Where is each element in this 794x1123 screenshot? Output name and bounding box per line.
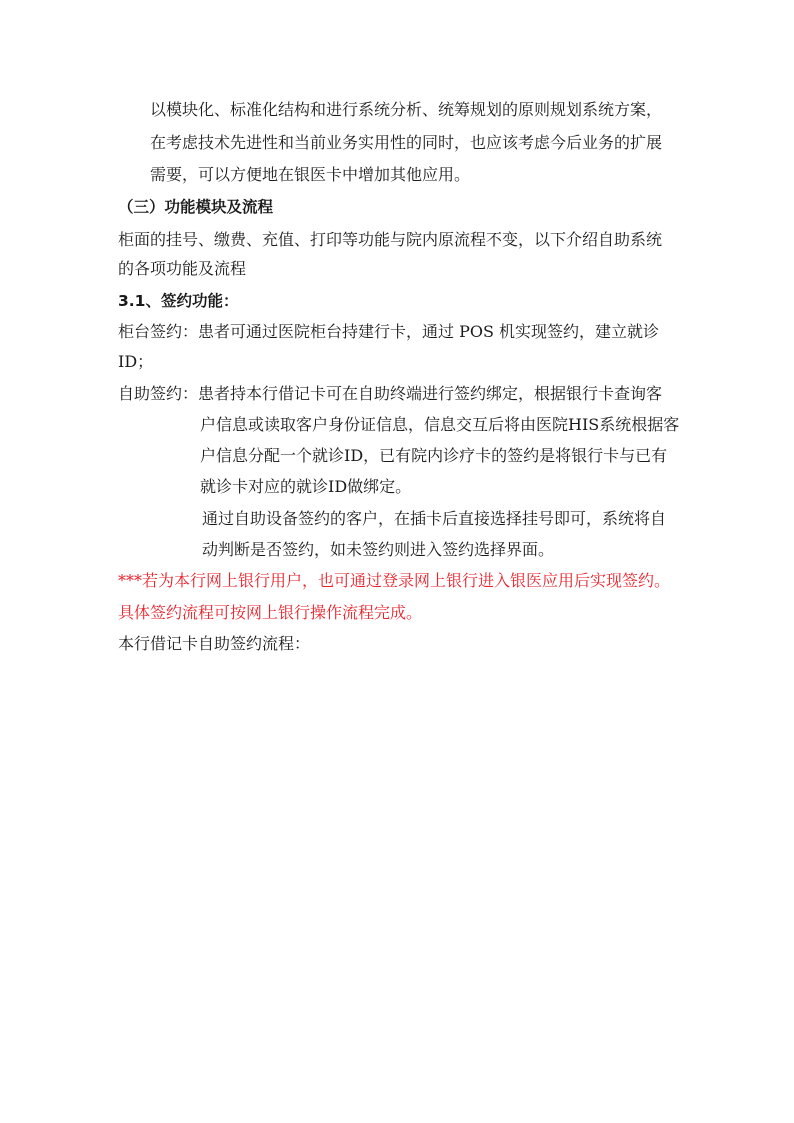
- self-signing-line-1: 自助签约：患者持本行借记卡可在自助终端进行签约绑定，根据银行卡查询客: [118, 384, 663, 403]
- counter-signing-line-2: ID；: [118, 352, 154, 371]
- intro-line-2: 在考虑技术先进性和当前业务实用性的同时，也应该考虑今后业务的扩展: [150, 133, 663, 152]
- device-signing-line-1: 通过自助设备签约的客户，在插卡后直接选择挂号即可，系统将自: [202, 509, 667, 528]
- section-paragraph-line-1: 柜面的挂号、缴费、充值、打印等功能与院内原流程不变，以下介绍自助系统: [118, 230, 663, 249]
- subsection-heading: 3.1、签约功能：: [118, 292, 239, 310]
- flow-label: 本行借记卡自助签约流程：: [118, 634, 311, 653]
- section-heading: （三）功能模块及流程: [118, 198, 274, 216]
- device-signing-line-2: 动判断是否签约，如未签约则进入签约选择界面。: [202, 540, 555, 559]
- intro-line-3: 需要，可以方便地在银医卡中增加其他应用。: [150, 165, 471, 184]
- section-paragraph-line-2: 的各项功能及流程: [118, 259, 247, 278]
- counter-signing-line-1: 柜台签约：患者可通过医院柜台持建行卡，通过 POS 机实现签约，建立就诊: [118, 322, 660, 341]
- intro-line-1: 以模块化、标准化结构和进行系统分析、统筹规划的原则规划系统方案，: [150, 100, 663, 119]
- self-signing-line-4: 就诊卡对应的就诊ID做绑定。: [200, 477, 412, 496]
- online-banking-note-line-2: 具体签约流程可按网上银行操作流程完成。: [118, 603, 423, 622]
- self-signing-line-2: 户信息或读取客户身份证信息，信息交互后将由医院HIS系统根据客: [200, 415, 680, 434]
- online-banking-note-line-1: ***若为本行网上银行用户，也可通过登录网上银行进入银医应用后实现签约。: [118, 571, 671, 590]
- self-signing-line-3: 户信息分配一个就诊ID，已有院内诊疗卡的签约是将银行卡与已有: [200, 446, 668, 465]
